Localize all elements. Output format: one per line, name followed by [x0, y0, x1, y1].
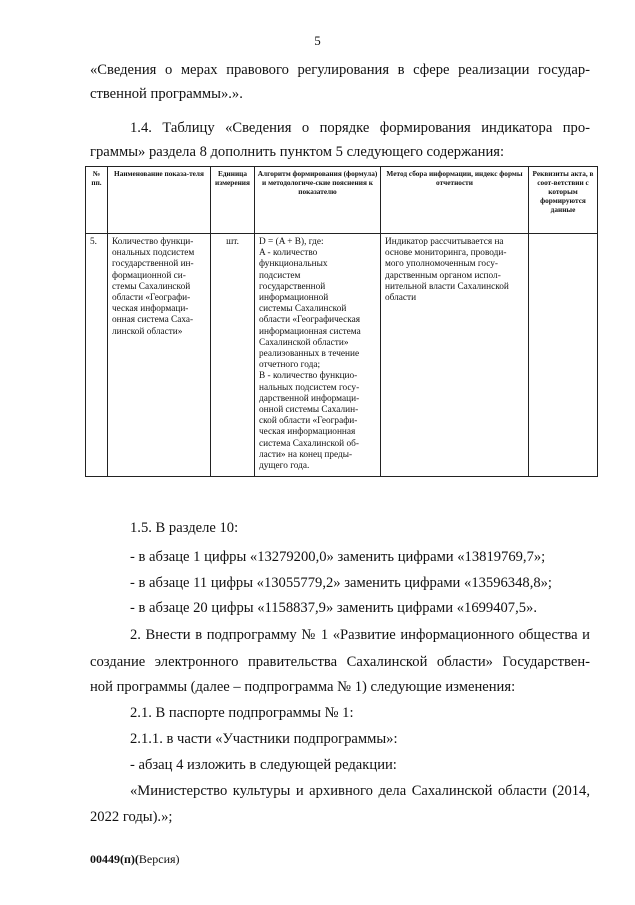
- paragraph-line: граммы» раздела 8 дополнить пунктом 5 следующего содержания:: [90, 144, 505, 160]
- algorithm-line: онной системы Сахалин-: [259, 405, 359, 416]
- header-method: Метод сбора информации, индекс формы отчетности: [381, 167, 529, 234]
- paragraph-line: «Министерство культуры и архивного дела Сахалинской области (2014,: [130, 783, 590, 799]
- header-indicator-name: Наименование показа-теля: [108, 167, 211, 234]
- algorithm-line: система Сахалинской об-: [259, 438, 359, 449]
- document-footer: [90, 852, 180, 867]
- algorithm-line: ласти» на конец преды-: [259, 449, 353, 460]
- indicator-table: [85, 166, 598, 477]
- algorithm-line: области «Географическая: [259, 315, 361, 326]
- algorithm-line: информационной: [259, 293, 329, 304]
- cell-algorithm: [255, 234, 381, 477]
- cell-number: 5.: [86, 234, 108, 477]
- algorithm-line: Сахалинской области»: [259, 337, 349, 348]
- header-algorithm: Алгоритм формирования (формула) и методологиче-ские пояснения к показателю: [255, 167, 381, 234]
- paragraph-line: создание электронного правительства Сахалинской области» Государствен-: [90, 654, 590, 670]
- algorithm-line: системы Сахалинской: [259, 304, 347, 315]
- algorithm-line: ской области «Географи-: [259, 416, 358, 427]
- cell-unit: шт.: [211, 234, 255, 477]
- algorithm-line: государственной: [259, 281, 326, 292]
- algorithm-line: A - количество: [259, 248, 318, 259]
- cell-requisites: [529, 234, 598, 477]
- cell-method: Индикатор рассчитывается на основе мониторинга, проводи-мого уполномоченным госу-дарственным органом испол-нительной власти Сахалинской области: [381, 234, 529, 477]
- algorithm-line: B - количество функцио-: [259, 371, 358, 382]
- algorithm-line: D = (A + B), где:: [259, 237, 324, 247]
- paragraph-line: ственной программы».».: [90, 86, 243, 102]
- version-label: Версия): [138, 852, 180, 866]
- indicator-table-wrapper: [85, 166, 597, 477]
- paragraph-line: 1.5. В разделе 10:: [130, 520, 239, 536]
- paragraph-line: «Сведения о мерах правового регулирования в сфере реализации государ-: [90, 62, 590, 78]
- paragraph-line: 2.1. В паспорте подпрограммы № 1:: [130, 705, 354, 721]
- page-number: 5: [314, 33, 321, 48]
- algorithm-line: подсистем: [259, 270, 301, 281]
- paragraph-line: 2.1.1. в части «Участники подпрограммы»:: [130, 731, 398, 747]
- algorithm-line: нальных подсистем госу-: [259, 382, 360, 393]
- algorithm-line: дарственной информаци-: [259, 393, 360, 404]
- table-header-row: [86, 167, 598, 234]
- paragraph-line: ной программы (далее – подпрограмма № 1) следующие изменения:: [90, 679, 516, 695]
- paragraph-line: 2022 годы).»;: [90, 809, 173, 825]
- paragraph-line: 2. Внести в подпрограмму № 1 «Развитие информационного общества и: [130, 627, 590, 643]
- paragraph-line: - в абзаце 1 цифры «13279200,0» заменить цифрами «13819769,7»;: [130, 549, 546, 565]
- algorithm-line: дущего года.: [259, 461, 310, 472]
- paragraph-line: - в абзаце 20 цифры «1158837,9» заменить цифрами «1699407,5».: [130, 600, 537, 616]
- algorithm-line: отчетного года;: [259, 360, 321, 371]
- algorithm-line: реализованных в течение: [259, 349, 360, 360]
- paragraph-line: - в абзаце 11 цифры «13055779,2» заменить цифрами «13596348,8»;: [130, 575, 552, 591]
- header-requisites: Реквизиты акта, в соот-ветствии с которым формируются данные: [529, 167, 598, 234]
- header-number: № пп.: [86, 167, 108, 234]
- paragraph-line: 1.4. Таблицу «Сведения о порядке формирования индикатора про-: [130, 120, 590, 136]
- cell-indicator-name: Количество функци-ональных подсистем государственной ин-формационной си-стемы Сахалинской области «Географи-ческая информаци-онная система Саха-линской области»: [108, 234, 211, 477]
- algorithm-line: функциональных: [259, 259, 328, 270]
- header-unit: Единица измерения: [211, 167, 255, 234]
- document-code: 00449(п)(: [90, 852, 139, 866]
- algorithm-line: информационная система: [259, 326, 361, 337]
- table-row: [86, 234, 598, 477]
- algorithm-line: ческая информационная: [259, 427, 356, 438]
- paragraph-line: - абзац 4 изложить в следующей редакции:: [130, 757, 397, 773]
